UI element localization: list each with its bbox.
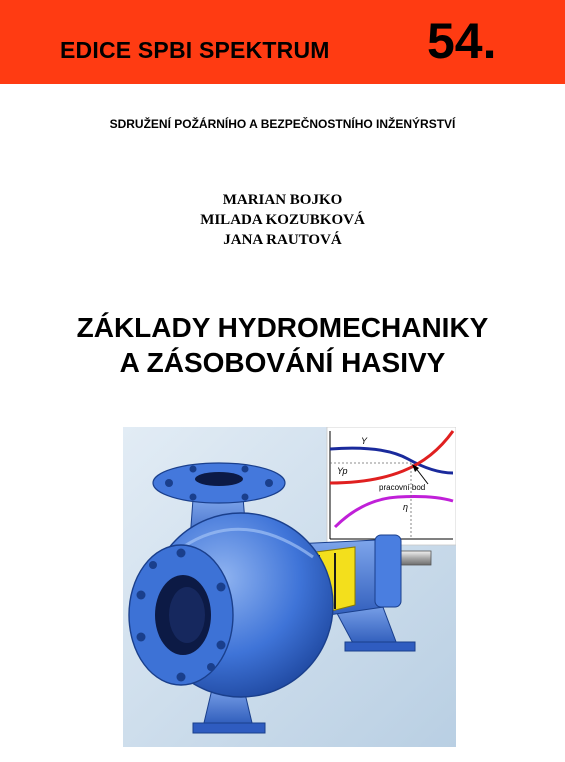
organization-name: SDRUŽENÍ POŽÁRNÍHO A BEZPEČNOSTNÍHO INŽENÝRSTVÍ bbox=[109, 117, 456, 131]
author-list bbox=[0, 190, 565, 250]
yp-label: Yp bbox=[337, 466, 348, 476]
operating-point-label: pracovní bod bbox=[379, 483, 426, 492]
book-title bbox=[0, 310, 565, 380]
book-title-line-1: ZÁKLADY HYDROMECHANIKY bbox=[76, 312, 489, 343]
book-title-line-2: A ZÁSOBOVÁNÍ HASIVY bbox=[119, 347, 446, 378]
author-name: MILADA KOZUBKOVÁ bbox=[200, 212, 365, 228]
pump-illustration bbox=[123, 427, 456, 747]
y-label: Y bbox=[361, 436, 368, 446]
series-title: EDICE SPBI SPEKTRUM bbox=[60, 37, 330, 63]
series-banner bbox=[0, 0, 565, 84]
author-name: JANA RAUTOVÁ bbox=[223, 232, 342, 248]
efficiency-label: η bbox=[403, 502, 408, 512]
pump-curve-inset bbox=[327, 427, 456, 549]
edition-number: 54. bbox=[427, 13, 497, 69]
author-name: MARIAN BOJKO bbox=[222, 192, 343, 208]
